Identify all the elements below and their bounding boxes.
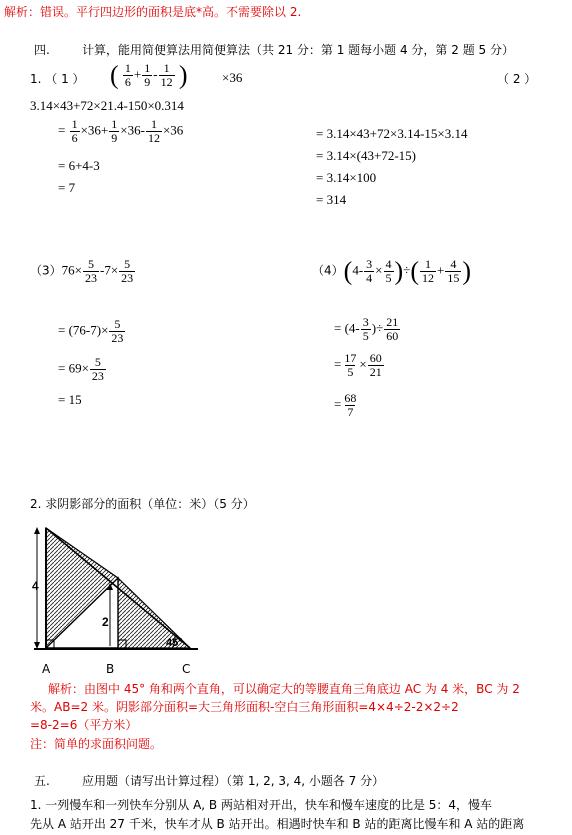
side-length-label: 4	[32, 579, 39, 593]
section-four-label: 四.	[34, 43, 50, 57]
q1-label: 1. （ 1 ）	[30, 72, 85, 86]
analysis-line-3: =8-2=6（平方米）	[30, 718, 138, 732]
section-four-title: 计算，能用简便算法用简便算法（共 21 分：第 1 题每小题 4 分，第 2 题 5 分）	[82, 43, 514, 57]
fraction: $\frac{5}{23}$	[84, 257, 97, 285]
top-analysis: 解析：错误。平行四边形的面积是底*高。不需要除以 2.	[4, 5, 302, 19]
q1-step2: = 6+4-3	[58, 158, 100, 173]
q2-step2: = 3.14×(43+72-15)	[316, 148, 416, 163]
problem-1-line-2: 先从 A 站开出 27 千米，快车才从 B 站开出。相遇时快车和 B 站的距离比慢车和 A 站的距离	[30, 817, 525, 831]
fraction: $\frac{1}{12}$	[160, 61, 173, 89]
times-36: ×36	[222, 70, 243, 85]
fraction: $\frac{5}{23}$	[121, 257, 134, 285]
fraction: $\frac{1}{6}$	[124, 61, 131, 89]
q4-expression: （4）(4- $\frac{3}{4}$ × $\frac{4}{5}$ )÷( $\frac{1}{12}$ + $\frac{4}{15}$ )	[312, 256, 471, 286]
inner-length-label: 2	[102, 615, 109, 629]
q2-step4: = 314	[316, 192, 347, 207]
q3-step2: = 69× $\frac{5}{23}$	[58, 355, 104, 383]
q2-area-title: 2. 求阴影部分的面积（单位：米）（5 分）	[30, 497, 255, 511]
triangle-figure	[26, 522, 206, 654]
paren-open: (	[110, 60, 119, 90]
fraction: $\frac{17}{5}$	[344, 351, 357, 379]
fraction: $\frac{21}{60}$	[386, 315, 399, 343]
q2-label: （ 2 ）	[497, 72, 537, 86]
fraction: $\frac{3}{5}$	[362, 315, 369, 343]
analysis-note: 注：简单的求面积问题。	[30, 737, 163, 751]
q1-expression: ( $\frac{1}{6}$ + $\frac{1}{9}$ - $\frac{1}{12}$ )	[110, 60, 188, 90]
problem-1-line-1: 1. 一列慢车和一列快车分别从 A, B 两站相对开出，快车和慢车速度的比是 5：4，慢车	[30, 798, 493, 812]
fraction: $\frac{1}{6}$	[71, 117, 78, 145]
q4-step2: = $\frac{17}{5}$ × $\frac{60}{21}$	[334, 351, 382, 379]
q3-expression: （3）76× $\frac{5}{23}$ -7× $\frac{5}{23}$	[30, 257, 134, 285]
q1-step1: = $\frac{1}{6}$ ×36+ $\frac{1}{9}$ ×36- $\frac{1}{12}$ ×36	[58, 117, 184, 145]
q2-step1: = 3.14×43+72×3.14-15×3.14	[316, 126, 468, 141]
analysis-line-1: 解析：由图中 45° 角和两个直角，可以确定大的等腰直角三角底边 AC 为 4 米，BC 为 2	[48, 682, 520, 696]
q4-step3: = $\frac{68}{7}$	[334, 391, 357, 419]
fraction: $\frac{3}{4}$	[366, 257, 373, 285]
fraction: $\frac{4}{5}$	[385, 257, 392, 285]
fraction: $\frac{5}{23}$	[111, 317, 124, 345]
point-a-label: A	[42, 662, 51, 676]
analysis-line-2: 米。AB=2 米。阴影部分面积=大三角形面积-空白三角形面积=4×4÷2-2×2÷2	[30, 700, 459, 714]
arrow-up-icon	[34, 527, 40, 534]
fraction: $\frac{1}{9}$	[144, 61, 151, 89]
fraction: $\frac{68}{7}$	[344, 391, 357, 419]
q3-step1: = (76-7)× $\frac{5}{23}$	[58, 317, 124, 345]
fraction: $\frac{1}{12}$	[147, 117, 160, 145]
arrow-down-icon	[34, 642, 40, 649]
angle-label: 45°	[166, 637, 183, 649]
point-b-label: B	[106, 662, 115, 676]
point-c-label: C	[182, 662, 191, 676]
fraction: $\frac{5}{23}$	[91, 355, 104, 383]
fraction: $\frac{1}{12}$	[421, 257, 434, 285]
fraction: $\frac{1}{9}$	[111, 117, 118, 145]
section-five-label: 五.	[34, 774, 50, 788]
q3-step3: = 15	[58, 392, 82, 407]
fraction: $\frac{4}{15}$	[447, 257, 460, 285]
fraction: $\frac{60}{21}$	[369, 351, 382, 379]
q2-expression: 3.14×43+72×21.4-150×0.314	[30, 98, 184, 113]
q4-step1: = (4- $\frac{3}{5}$ )÷ $\frac{21}{60}$	[334, 315, 399, 343]
paren-close: )	[178, 60, 188, 90]
q1-step3: = 7	[58, 180, 76, 195]
section-five-title: 应用题（请写出计算过程）（第 1, 2, 3, 4, 小题各 7 分）	[82, 774, 385, 788]
q2-step3: = 3.14×100	[316, 170, 377, 185]
